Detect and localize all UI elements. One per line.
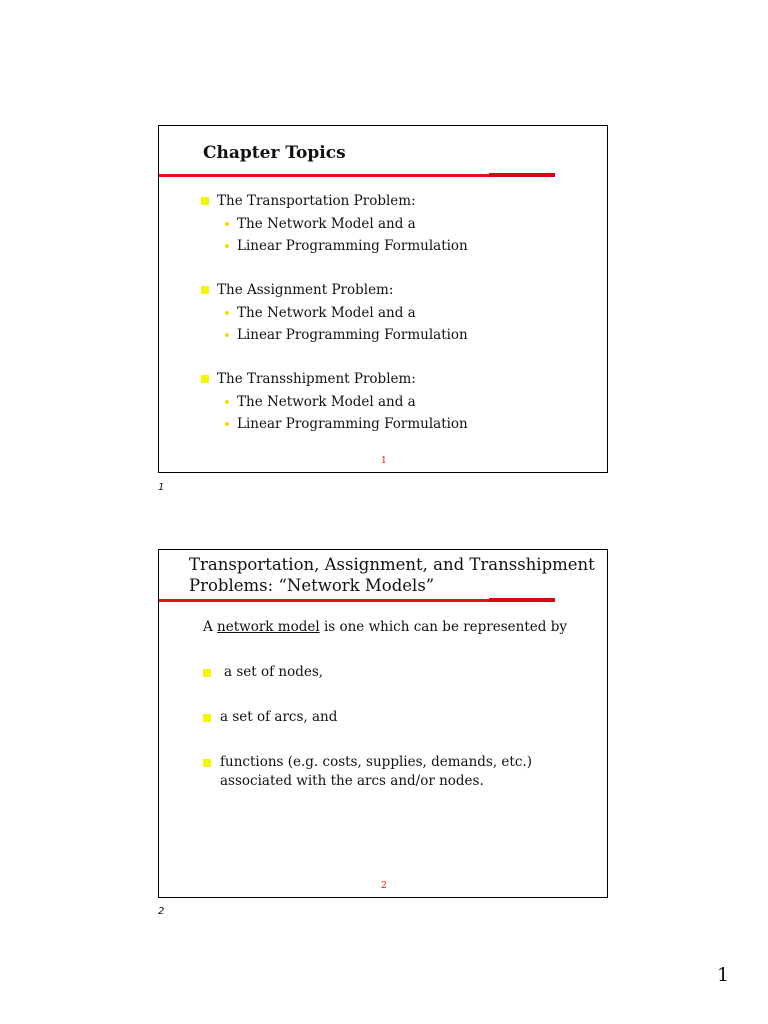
square-bullet-icon (203, 714, 211, 722)
square-bullet-icon (203, 759, 211, 767)
slide-2 (158, 549, 608, 898)
slide-number: 1 (381, 456, 387, 466)
slide-title-line: Transportation, Assignment, and Transshipment (189, 555, 595, 574)
topic-subitem: Linear Programming Formulation (237, 416, 468, 432)
list-item-text (220, 753, 532, 791)
dot-bullet-icon (225, 333, 229, 337)
square-bullet-icon (201, 286, 209, 294)
definition-prefix: A (203, 619, 218, 635)
title-underline (159, 174, 555, 177)
dot-bullet-icon (225, 244, 229, 248)
definition-text (203, 619, 567, 635)
square-bullet-icon (201, 197, 209, 205)
slide-label: 2 (158, 906, 165, 917)
topic-heading: The Transshipment Problem: (217, 371, 416, 387)
topic-subitem: Linear Programming Formulation (237, 238, 468, 254)
list-item-text: a set of arcs, and (220, 709, 338, 725)
list-item-text: a set of nodes, (224, 664, 324, 680)
slide-number: 2 (381, 881, 387, 891)
slide-title-line: Problems: “Network Models” (189, 576, 435, 595)
slide-title (189, 554, 595, 596)
square-bullet-icon (203, 669, 211, 677)
dot-bullet-icon (225, 400, 229, 404)
topic-heading: The Assignment Problem: (217, 282, 394, 298)
topic-subitem: The Network Model and a (237, 304, 416, 321)
title-underline (159, 599, 555, 602)
topic-subitem: The Network Model and a (237, 215, 416, 232)
slide-1 (158, 125, 608, 473)
list-item-line: associated with the arcs and/or nodes. (220, 773, 484, 789)
topic-subitem: The Network Model and a (237, 393, 416, 410)
topic-heading: The Transportation Problem: (217, 193, 416, 209)
slide-label: 1 (158, 482, 165, 493)
square-bullet-icon (201, 375, 209, 383)
topic-subitem: Linear Programming Formulation (237, 327, 468, 343)
dot-bullet-icon (225, 311, 229, 315)
definition-term: network model (217, 619, 320, 635)
list-item-line: functions (e.g. costs, supplies, demands, etc.) (220, 754, 532, 770)
definition-suffix: is one which can be represented by (319, 619, 567, 635)
page-number: 1 (717, 964, 730, 986)
dot-bullet-icon (225, 222, 229, 226)
dot-bullet-icon (225, 422, 229, 426)
slide-title: Chapter Topics (203, 143, 346, 163)
